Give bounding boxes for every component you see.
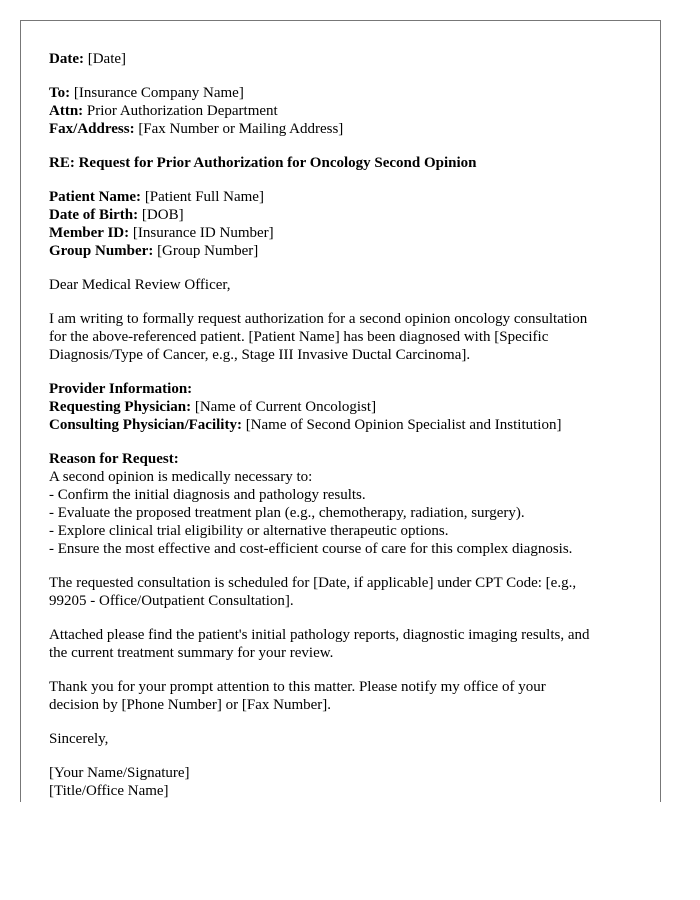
signature-block bbox=[49, 764, 632, 800]
intro-line: for the above-referenced patient. [Patient Name] has been diagnosed with [Specific bbox=[49, 329, 549, 345]
dob-value: [DOB] bbox=[141, 207, 184, 223]
signature-name: [Your Name/Signature] bbox=[49, 765, 190, 781]
dob-label: Date of Birth: bbox=[49, 207, 139, 223]
patient-name-label: Patient Name: bbox=[49, 189, 142, 205]
intro-line: I am writing to formally request authorization for a second opinion oncology consultation bbox=[49, 311, 588, 327]
fax-label: Fax/Address: bbox=[49, 121, 135, 137]
group-number-value: [Group Number] bbox=[157, 243, 259, 259]
group-number-label: Group Number: bbox=[49, 243, 154, 259]
attn-value: Prior Authorization Department bbox=[86, 103, 278, 119]
reason-list bbox=[49, 486, 632, 558]
list-item: - Ensure the most effective and cost-efficient course of care for this complex diagnosis. bbox=[49, 541, 573, 557]
list-item: - Confirm the initial diagnosis and pathology results. bbox=[49, 487, 366, 503]
provider-block bbox=[49, 380, 632, 434]
to-value: [Insurance Company Name] bbox=[73, 85, 244, 101]
intro-line: Diagnosis/Type of Cancer, e.g., Stage III Invasive Ductal Carcinoma]. bbox=[49, 347, 471, 363]
attachments-line: Attached please find the patient's initial pathology reports, diagnostic imaging results, and bbox=[49, 627, 590, 643]
consultation-paragraph bbox=[49, 574, 632, 610]
consulting-physician-label: Consulting Physician/Facility: bbox=[49, 417, 242, 433]
member-id-value: [Insurance ID Number] bbox=[132, 225, 274, 241]
consultation-line: The requested consultation is scheduled for [Date, if applicable] under CPT Code: [e.g., bbox=[49, 575, 577, 591]
subject-line: RE: Request for Prior Authorization for Oncology Second Opinion bbox=[49, 155, 477, 171]
thanks-line: Thank you for your prompt attention to this matter. Please notify my office of your bbox=[49, 679, 546, 695]
consulting-physician-value: [Name of Second Opinion Specialist and Institution] bbox=[245, 417, 562, 433]
reason-intro: A second opinion is medically necessary to: bbox=[49, 469, 313, 485]
recipient-block bbox=[49, 84, 632, 138]
closing: Sincerely, bbox=[49, 731, 109, 747]
reason-heading: Reason for Request: bbox=[49, 451, 179, 467]
thanks-line: decision by [Phone Number] or [Fax Number]. bbox=[49, 697, 332, 713]
date-value: [Date] bbox=[87, 51, 127, 67]
requesting-physician-label: Requesting Physician: bbox=[49, 399, 192, 415]
patient-block bbox=[49, 188, 632, 260]
attachments-line: the current treatment summary for your review. bbox=[49, 645, 334, 661]
date-label: Date: bbox=[49, 51, 84, 67]
reason-block bbox=[49, 450, 632, 558]
patient-name-value: [Patient Full Name] bbox=[144, 189, 264, 205]
provider-heading: Provider Information: bbox=[49, 381, 193, 397]
consultation-line: 99205 - Office/Outpatient Consultation]. bbox=[49, 593, 294, 609]
salutation: Dear Medical Review Officer, bbox=[49, 277, 231, 293]
list-item: - Explore clinical trial eligibility or alternative therapeutic options. bbox=[49, 523, 449, 539]
letter-page bbox=[20, 20, 661, 802]
member-id-label: Member ID: bbox=[49, 225, 130, 241]
to-label: To: bbox=[49, 85, 71, 101]
intro-paragraph bbox=[49, 310, 632, 364]
signature-title: [Title/Office Name] bbox=[49, 783, 169, 799]
fax-value: [Fax Number or Mailing Address] bbox=[138, 121, 344, 137]
attachments-paragraph bbox=[49, 626, 632, 662]
attn-label: Attn: bbox=[49, 103, 84, 119]
requesting-physician-value: [Name of Current Oncologist] bbox=[194, 399, 377, 415]
list-item: - Evaluate the proposed treatment plan (e.g., chemotherapy, radiation, surgery). bbox=[49, 505, 525, 521]
date-line bbox=[49, 50, 632, 68]
thanks-paragraph bbox=[49, 678, 632, 714]
